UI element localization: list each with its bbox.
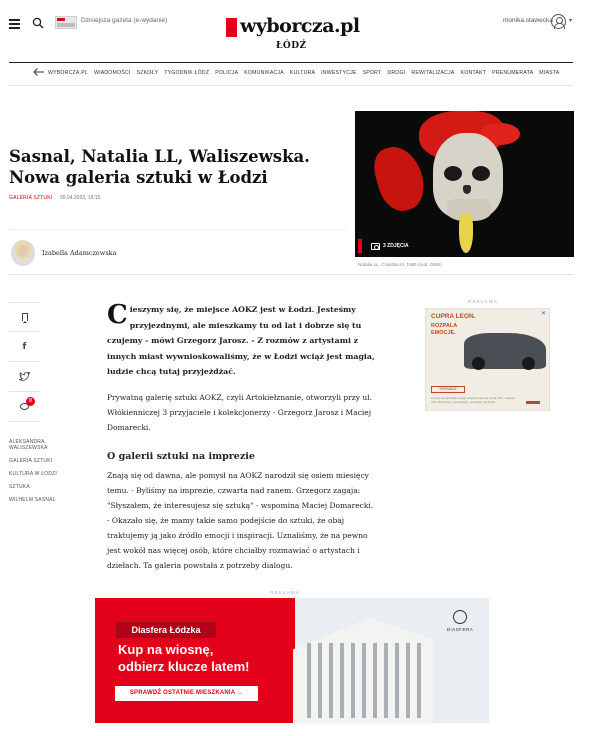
- tag-link[interactable]: GALERIA SZTUKI: [9, 458, 53, 464]
- article-date: 09.04.2023, 18:15: [60, 195, 101, 201]
- user-name[interactable]: monika.stawecka: [503, 17, 553, 24]
- ad-title: CUPRA LEON.: [431, 313, 476, 320]
- hero-image[interactable]: [355, 111, 574, 257]
- lead-text: ieszymy się, że miejsce AOKZ jest w Łodzi. Jesteśmy przyjezdnymi, ale mieszkamy tu od lat i dobrze się tu czujemy - mówi Grzegorz Jarosz. - Z rozmów z artystami z innych miast wywnioskowaliśmy, że w Łodzi wciąż jest magia, ludzie chcą tutaj przyjeżdżać.: [107, 305, 375, 376]
- diasfera-logo-icon: [453, 610, 467, 624]
- content-divider: [9, 274, 574, 275]
- comments-button[interactable]: [9, 392, 40, 422]
- image-skull-nose: [463, 185, 471, 194]
- main-navigation: [48, 70, 559, 76]
- logo-text: wyborcza.pl: [240, 15, 360, 37]
- nav-item-sport[interactable]: SPORT: [362, 70, 382, 76]
- e-paper-thumbnail[interactable]: [55, 16, 77, 29]
- nav-item-inwestycje[interactable]: INWESTYCJE: [321, 70, 357, 76]
- camera-icon: [371, 243, 380, 250]
- photo-count: 3 ZDJĘCIA: [383, 243, 409, 249]
- logo-city: ŁÓDŹ: [276, 41, 307, 51]
- nav-item-komunikacja[interactable]: KOMUNIKACJA: [244, 70, 284, 76]
- chevron-down-icon[interactable]: ▾: [569, 18, 573, 24]
- photo-caption: Natalia LL, Czaszka III, 1995 (mat. ÓMS): [358, 262, 442, 267]
- bookmark-icon: [22, 313, 28, 321]
- search-icon[interactable]: [32, 17, 44, 29]
- tag-link[interactable]: WILHELM SASNAL: [9, 497, 56, 503]
- nav-item-tygodnik[interactable]: TYGODNIK ŁÓDŹ: [164, 70, 210, 76]
- image-skull-eye: [472, 166, 490, 181]
- share-twitter-button[interactable]: [9, 362, 40, 392]
- tag-link[interactable]: ALEKSANDRA WALISZEWSKA: [9, 439, 48, 451]
- hamburger-menu-icon[interactable]: [9, 19, 20, 28]
- image-flower-shape: [369, 141, 429, 215]
- side-advertisement[interactable]: [425, 308, 550, 411]
- image-skull-eye: [444, 166, 462, 181]
- nav-item-kontakt[interactable]: KONTAKT: [460, 70, 487, 76]
- ad-building-windows: [300, 643, 425, 718]
- nav-item-wiadomosci[interactable]: WIADOMOŚCI: [93, 70, 131, 76]
- article-subheading: O galerii sztuki na imprezie: [107, 450, 255, 462]
- photo-gallery-badge[interactable]: [355, 237, 409, 255]
- e-paper-link[interactable]: Dzisiejsza gazeta (e-wydanie): [81, 17, 168, 24]
- article-body: [107, 302, 377, 573]
- ad-bottom-headline-1: Kup na wiosnę,: [118, 642, 214, 657]
- nav-item-drogi[interactable]: DROGI: [387, 70, 406, 76]
- cupra-logo-icon: [526, 394, 540, 404]
- nav-divider-bottom: [9, 85, 573, 86]
- comment-count-badge: 0: [26, 397, 35, 406]
- drop-cap: C: [107, 300, 128, 330]
- nav-item-miasta[interactable]: MIASTA: [539, 70, 560, 76]
- ad-bottom-headline-2: odbierz klucze latem!: [118, 659, 250, 674]
- badge-accent: [358, 239, 362, 253]
- article-category-link[interactable]: GALERIA SZTUKI: [9, 195, 53, 201]
- article-paragraph: Znają się od dawna, ale pomysł na AOKZ narodził się osiem miesięcy temu. - Byliśmy na imprezie, czwarta nad ranem. Grzegorz zagaja: "Słyszałem, że interesujesz się sztuką" - wspomina Maciej Domarecki. - Okazało się, że mamy takie samo podejście do sztuki, że obaj traktujemy ją jako źródło emocji i inspiracji. Uznaliśmy, że na pewno jest wokół nas więcej osób, które chciałby rozmawiać o artystach i dziełach. Ta galeria powstała z potrzeby dialogu.: [107, 470, 374, 570]
- nav-divider-top: [9, 62, 573, 63]
- arrow-left-icon[interactable]: [33, 67, 45, 77]
- ad-label: REKLAMA: [468, 300, 498, 305]
- ad-bottom-cta-button[interactable]: SPRAWDŹ OSTATNIE MIESZKANIA →: [115, 686, 258, 701]
- nav-item-szkoly[interactable]: SZKOŁY: [136, 70, 159, 76]
- user-avatar-icon[interactable]: [551, 14, 566, 29]
- logo-mark-icon: [226, 18, 237, 37]
- image-banana-shape: [459, 213, 473, 253]
- ad-close-icon[interactable]: ✕: [541, 311, 547, 317]
- nav-item-policja[interactable]: POLICJA: [215, 70, 239, 76]
- article-paragraph: Prywatną galerię sztuki AOKZ, czyli Artokiełznanie, otworzyli przy ul. Włókienniczej 3 przyjaciele i kolekcjonerzy - Grzegorz Jarosz i Maciej Domarecki.: [107, 392, 372, 432]
- author-name[interactable]: Izabella Adamczewska: [42, 249, 117, 257]
- author-divider: [9, 229, 346, 230]
- tag-link[interactable]: KULTURA W ŁODZI: [9, 471, 57, 477]
- ad-car-image: [464, 333, 546, 369]
- ad-cta-button[interactable]: SPRAWDŹ: [431, 386, 465, 393]
- ad-label: REKLAMA: [270, 591, 300, 596]
- article-lead: [107, 302, 377, 380]
- share-facebook-button[interactable]: [9, 332, 40, 362]
- twitter-icon: [19, 372, 30, 381]
- diasfera-logo: [445, 610, 475, 632]
- nav-item-kultura[interactable]: KULTURA: [289, 70, 316, 76]
- diasfera-brand-text: DIASFERA: [446, 627, 474, 632]
- bookmark-button[interactable]: [9, 302, 40, 332]
- top-bar: [0, 0, 616, 60]
- author-avatar[interactable]: [11, 240, 35, 266]
- nav-item-rewitalizacja[interactable]: REWITALIZACJA: [411, 70, 455, 76]
- nav-item-wyborcza[interactable]: WYBORCZA.PL: [48, 70, 88, 76]
- tag-link[interactable]: SZTUKA: [9, 484, 30, 490]
- nav-item-prenumerata[interactable]: PRENUMERATA: [492, 70, 534, 76]
- article-headline: Sasnal, Natalia LL, Waliszewska. Nowa galeria sztuki w Łodzi: [9, 147, 310, 187]
- ad-bottom-title: Diasfera Łódzka: [116, 622, 216, 638]
- ad-subtitle: ROZPALA EMOCJE.: [431, 323, 457, 336]
- ad-fine-print: zużycie energii paliw, energii elektrycznej oraz emisji CO2 - zasięgu oraz informacje o specyfikacji - szczegóły na stronie: [431, 396, 515, 404]
- article-tags: [9, 439, 79, 510]
- facebook-icon: f: [22, 341, 27, 352]
